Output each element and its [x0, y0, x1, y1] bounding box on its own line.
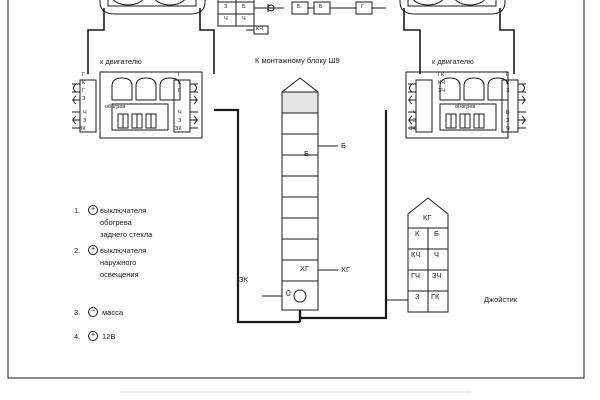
left-module-top-letter-3: З — [82, 96, 86, 102]
legend-item-3-num: 3. — [74, 308, 81, 317]
plus-icon-2: + — [88, 245, 98, 255]
fuse-callout-zk: ЗК — [239, 275, 248, 284]
right-module-left-letter-1: З — [413, 118, 417, 124]
right-heater-label: обогрев — [455, 104, 476, 110]
right-module-right-letter-top-1: К — [506, 80, 510, 86]
legend-item-1-text3: заднего стекла — [100, 230, 153, 239]
left-module-caption: к двигателю — [100, 57, 142, 66]
right-module-right-letter-0: Б — [506, 110, 510, 116]
tail-cell-2-1: ЗЧ — [432, 271, 442, 280]
left-module-right-letter-top-2: Г — [178, 88, 181, 94]
right-module-top-letter-0: ГК — [438, 72, 445, 78]
legend-item-2-text: выключателя — [100, 246, 147, 255]
top-connector-cell-1-0: З — [224, 4, 228, 10]
right-module-right-letter-2: Ч — [506, 126, 510, 132]
legend-item-1-text: выключателя — [100, 206, 147, 215]
top-inline-box-1: Б — [319, 4, 323, 10]
left-heater-label: обогрев — [105, 104, 126, 110]
left-module-right-letter-top-1: К — [178, 80, 182, 86]
tail-cell-1-0: КЧ — [411, 250, 421, 259]
tail-cell-0-1: Б — [434, 229, 439, 238]
left-module-top-letter-0: Г — [82, 72, 85, 78]
right-module-right-letter-top-0: Г — [506, 72, 509, 78]
tail-caption: Джойстик — [484, 295, 518, 304]
right-module-top-letter-1: КЧ — [438, 80, 445, 86]
legend-item-4-text: 12В — [102, 332, 116, 341]
fuse-callout-b: Б — [341, 141, 346, 150]
left-module-left-letter-0: Ч — [83, 110, 87, 116]
top-inline-box-0: Б — [297, 4, 301, 10]
right-module-right-letter-1: З — [506, 118, 510, 124]
fuse-strip-title: К монтажному блоку Ш9 — [255, 56, 340, 65]
left-module-left-letter-2: ЗК — [79, 126, 86, 132]
top-connector-cell-2-1: Ч — [242, 16, 246, 22]
tail-cell-1-1: Ч — [434, 250, 439, 259]
legend-item-3-text: масса — [102, 308, 123, 317]
legend-item-1-text2: обогрева — [100, 218, 132, 227]
right-module-left-letter-0: Ч — [413, 110, 417, 116]
tail-cell-3-0: З — [415, 292, 420, 301]
tail-cell-0-0: К — [415, 229, 420, 238]
left-module-right-letter-0: Ч — [178, 110, 182, 116]
legend-item-2-text3: освещения — [100, 270, 139, 279]
fuse-callout-hg: ХГ — [341, 265, 351, 274]
tail-cell-3-1: ГК — [431, 292, 440, 301]
left-module-right-letter-1: З — [178, 118, 182, 124]
tail-cell-2-0: ГЧ — [411, 271, 421, 280]
tail-top-label: КГ — [423, 213, 432, 222]
fuse-cell-hg: ХГ — [300, 264, 310, 273]
top-connector-cell-1-1: Б — [242, 4, 246, 10]
left-module-left-letter-1: З — [83, 118, 87, 124]
top-inline-box-2: Г — [361, 4, 364, 10]
legend-item-4-num: 4. — [74, 332, 81, 341]
left-module-right-letter-top-0: Г — [178, 72, 181, 78]
top-connector-cell-2-0: Ч — [224, 16, 228, 22]
left-module-top-letter-1: К — [82, 80, 86, 86]
left-module-right-letter-2: ЗК — [175, 126, 182, 132]
legend-item-1-num: 1. — [74, 206, 81, 215]
minus-icon-3: − — [88, 307, 98, 317]
legend-item-2-text2: наружного — [100, 258, 137, 267]
right-module-right-letter-top-2: З — [506, 88, 510, 94]
plus-icon-1: + — [88, 205, 98, 215]
plus-icon-4: + — [88, 331, 98, 341]
fuse-cell-b: Б — [304, 149, 309, 158]
left-module-top-letter-2: Г — [82, 88, 85, 94]
right-module-caption: к двигателю — [432, 57, 474, 66]
right-module-top-letter-2: ЗЧ — [438, 88, 445, 94]
legend-item-2-num: 2. — [74, 246, 81, 255]
top-small-box: КЧ — [256, 26, 263, 32]
right-module-left-letter-2: ЗК — [409, 126, 416, 132]
fuse-cell-zero: 0 — [286, 288, 291, 298]
